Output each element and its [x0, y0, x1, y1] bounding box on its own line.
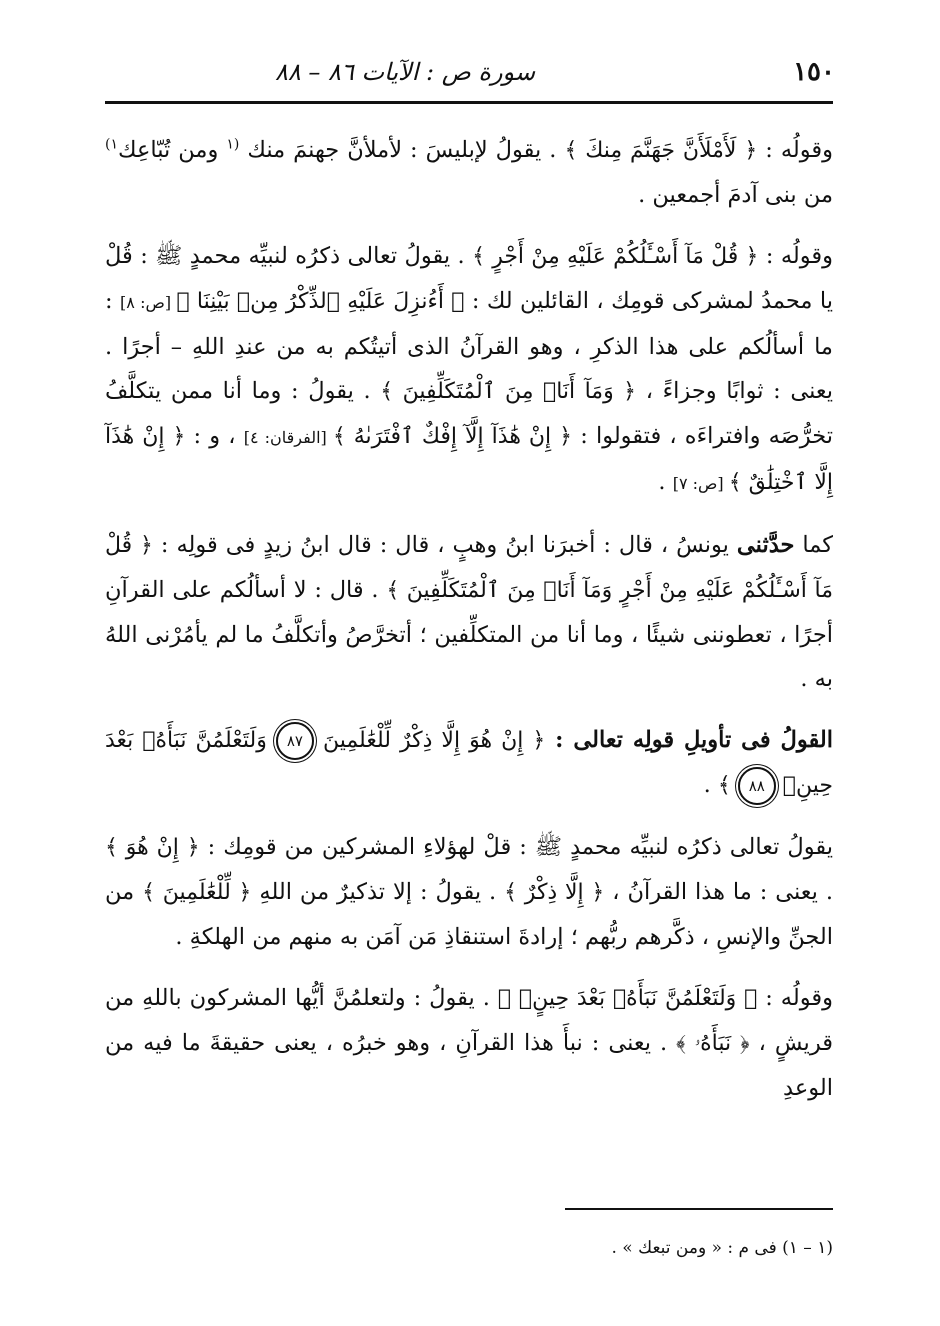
text-run: يونسُ ، قال : أخبرَنا ابنُ وهبٍ ، قال : قال ابنُ زيدٍ فى قولِه : [152, 532, 737, 558]
header-rule [105, 101, 833, 104]
text-run: وقولُه : [757, 137, 833, 163]
text-run: ، و : [185, 423, 244, 449]
quran-quote: ﴿ قُلْ مَآ أَسْـَٔلُكُمْ عَلَيْهِ مِنْ أَجْرٍ وَمَآ أَنَا۠ مِنَ ٱلْمُتَكَلِّفِينَ ﴾ [105, 533, 833, 603]
text-run: . يعنى : نبأَ هذا القرآنِ ، وهو خبرُه ، يعنى حقيقةَ ما فيه من الوعدِ [105, 1030, 833, 1101]
paragraph-6 [105, 976, 833, 1110]
running-title: سورة ص : الآيات ٨٦ – ٨٨ [275, 58, 536, 86]
text-run: ومن تُبّاعِك [118, 137, 227, 163]
quran-quote: ﴿ إِلَّا ذِكْرٌ ﴾ [504, 880, 605, 905]
page-body [105, 128, 833, 1127]
quran-quote: ﴿ أَءُنزِلَ عَلَيْهِ ٱلذِّكْرُ مِنۢ بَيْنِنَا ﴾ [176, 289, 465, 314]
footnote: (١ – ١) فى م : « ومن تبعك » . [611, 1238, 833, 1258]
quran-quote: ﴿ وَمَآ أَنَا۠ مِنَ ٱلْمُتَكَلِّفِينَ ﴾ [380, 379, 637, 404]
paragraph-1 [105, 128, 833, 217]
narration-keyword: حدَّثنى [736, 532, 795, 558]
section-heading: القولُ فى تأويلِ قولِه تعالى : [545, 727, 833, 753]
paragraph-2 [105, 234, 833, 506]
quran-quote: ﴾ [717, 773, 738, 798]
paragraph-5 [105, 825, 833, 959]
quran-quote: ﴿ نَبَأَهُۥ ﴾ [676, 1031, 750, 1056]
text-run: . قال : لا أسألُكم على القرآنِ أجرًا ، تعطوننى شيئًا ، وما أنا من المتكلِّفين ؛ أتخرَّصُ وأتكلَّفُ ما لم يأمُرْنى اللهُ به . [105, 577, 833, 692]
quran-quote: ﴿ قُلْ مَآ أَسْـَٔلُكُمْ عَلَيْهِ مِنْ أَجْرٍ ﴾ [472, 244, 759, 269]
text-run: . يقولُ : وما أنا ممن يتكلَّفُ تخرُّصَه وافتراءَه ، فتقولوا : [105, 378, 833, 449]
text-run: . يقولُ : ولتعلمُنَّ أيُّها المشركون باللهِ من قريشٍ ، [105, 985, 833, 1056]
verse-number-medallion: ٨٨ [738, 767, 776, 805]
text-run: وقولُه : [757, 985, 833, 1011]
text-run: . [703, 772, 718, 798]
footnote-rule [565, 1208, 833, 1210]
quran-quote: ﴿ إِنْ هَٰذَآ إِلَّآ إِفْكٌ ٱفْتَرَىٰهُ ﴾ [332, 424, 573, 449]
text-run: كما [794, 532, 833, 558]
text-run: وقولُه : [758, 243, 833, 269]
text-run: يقولُ تعالى ذكرُه لنبيِّه محمدٍ ﷺ : قلْ لهؤلاءِ المشركين من قومِك : [199, 834, 833, 860]
quran-quote: ﴿ لَأَمْلَأَنَّ جَهَنَّمَ مِنكَ ﴾ [564, 138, 758, 163]
quran-quote: ﴿ إِنْ هُوَ إِلَّا ذِكْرٌ لِّلْعَٰلَمِينَ [313, 728, 546, 753]
page-number: ١٥٠ [793, 57, 835, 87]
quran-quote: ﴿ إِنْ هُوَ ﴾ [105, 835, 200, 860]
text-run: : ما أسألُكم على هذا الذكرِ ، وهو القرآنُ الذى أتيتُكم به من عندِ اللهِ – أجرًا . يعنى : ثوابًا وجزاءً ، [105, 288, 833, 404]
quran-quote: ﴿ لِّلْعَٰلَمِينَ ﴾ [142, 880, 252, 905]
footnote-marker: (١ [226, 136, 240, 153]
quran-quote: وَلَتَعْلَمُنَّ نَبَأَهُۥ بَعْدَ حِينِۭ [105, 728, 833, 798]
text-run: . يقولُ لإبليسَ : لأملأنَّ جهنمَ منك [239, 137, 565, 163]
quran-quote: ﴿ إِنْ هَٰذَآ إِلَّا ٱخْتِلَٰقٌ ﴾ [105, 424, 833, 495]
surah-reference: [ص: ٨] [119, 293, 177, 312]
surah-reference: [ص: ٧] [672, 474, 729, 493]
text-run: من بنى آدمَ أجمعين . [638, 182, 833, 208]
surah-reference: [الفرقان: ٤] [243, 428, 333, 447]
paragraph-3 [105, 523, 833, 701]
text-run: . يعنى : ما هذا القرآنُ ، [604, 879, 834, 905]
verse-number-medallion: ٨٧ [276, 722, 314, 760]
text-run: . يقولُ : إلا تذكيرٌ من اللهِ [251, 879, 505, 905]
paragraph-4-section-heading [105, 718, 833, 808]
text-run: . [658, 469, 673, 495]
quran-quote: ﴿ وَلَتَعْلَمُنَّ نَبَأَهُۥ بَعْدَ حِينٍۭ ﴾ [497, 986, 758, 1011]
footnote-marker: ١) [105, 136, 118, 153]
text-run: . يقولُ تعالى ذكرُه لنبيِّه محمدٍ ﷺ : قُلْ يا محمدُ لمشركى قومِك ، القائلين لك : [105, 243, 833, 314]
text-run: من الجنِّ والإنسِ ، ذكَّرهم ربُّهم ؛ إرادةَ استنقاذِ مَن آمَن به منهم من الهلكةِ . [105, 879, 833, 950]
page-header [105, 52, 835, 92]
